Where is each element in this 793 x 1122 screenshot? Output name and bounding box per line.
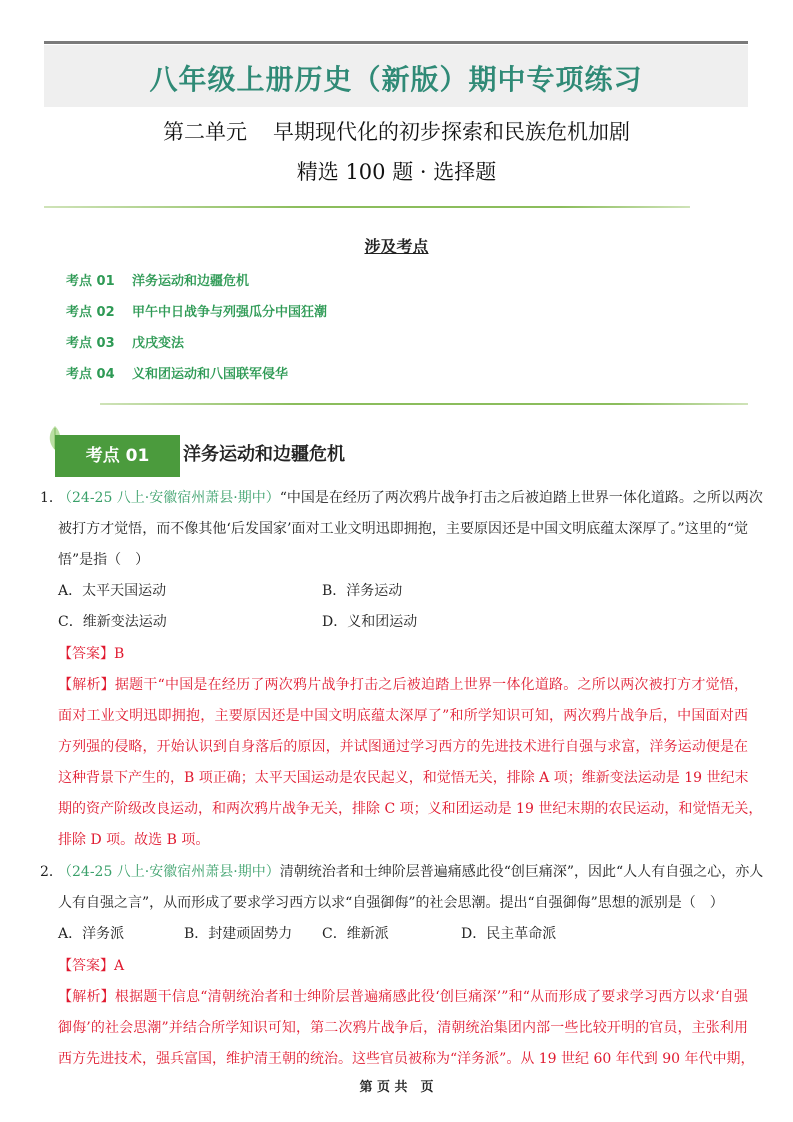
topic-label: 甲午中日战争与列强瓜分中国狂潮 — [132, 305, 328, 320]
analysis-text: 期的资产阶级改良运动，和两次鸦片战争无关，排除 C 项；义和团运动是 19 世纪末期的农民运动，和觉悟无关， — [58, 801, 763, 817]
subtitle: 精选 100 题 · 选择题 — [296, 160, 497, 184]
answer-option[interactable]: A．太平天国运动 — [58, 583, 167, 599]
topic-label: 戊戌变法 — [132, 336, 185, 351]
topic-item[interactable] — [66, 363, 288, 382]
answer-option[interactable]: C．维新派 — [322, 926, 389, 942]
answer: 【答案】A — [58, 958, 125, 974]
divider — [44, 206, 690, 208]
analysis-text: 【解析】根据题干信息“清朝统治者和士绅阶层普遍痛感此役‘创巨痛深’”和“从而形成了要求学习西方以求‘自强 — [58, 989, 748, 1005]
unit-label: 第二单元 — [163, 120, 247, 144]
section-title: 洋务运动和边疆危机 — [183, 444, 345, 465]
answer-option[interactable]: D．义和团运动 — [322, 614, 418, 630]
analysis-text: 西方先进技术，强兵富国，维护清王朝的统治。这些官员被称为“洋务派”。从 19 世纪 60 年代到 90 年代中期， — [58, 1051, 755, 1067]
question-number: 2． — [40, 864, 63, 880]
analysis-text: 御侮’的社会思潮”并结合所学知识可知，第二次鸦片战争后，清朝统治集团内部一些比较开明的官员，主张利用 — [58, 1020, 748, 1036]
question-source: （24-25 八上·安徽宿州萧县·期中） — [58, 490, 280, 506]
divider — [100, 403, 748, 405]
answer-option[interactable]: B．洋务运动 — [322, 583, 403, 599]
answer: 【答案】B — [58, 646, 125, 662]
topic-number: 考点 03 — [66, 336, 115, 351]
analysis-text: 这种背景下产生的，B 项正确；太平天国运动是农民起义，和觉悟无关，排除 A 项；维新变法运动是 19 世纪末 — [58, 770, 749, 786]
analysis-text: 【解析】据题干“中国是在经历了两次鸦片战争打击之后被迫踏上世界一体化道路。之所以两次被打方才觉悟， — [58, 677, 748, 693]
section-badge: 考点 01 — [55, 435, 180, 477]
topic-item[interactable] — [66, 301, 327, 320]
topic-number: 考点 04 — [66, 367, 115, 382]
answer-option[interactable]: D．民主革命派 — [461, 926, 557, 942]
topic-number: 考点 01 — [66, 274, 115, 289]
top-rule — [44, 41, 748, 44]
question-text: 悟”是指（ ） — [58, 552, 150, 568]
topics-heading: 涉及考点 — [364, 237, 429, 256]
question-text: 被打方才觉悟，而不像其他‘后发国家’面对工业文明迅即拥抱，主要原因还是中国文明底蕴太深厚了。”这里的“觉 — [58, 521, 748, 537]
topic-label: 洋务运动和边疆危机 — [132, 274, 250, 289]
question-text — [40, 862, 764, 882]
topic-number: 考点 02 — [66, 305, 115, 320]
page-title: 八年级上册历史（新版）期中专项练习 — [149, 63, 643, 96]
answer-option[interactable]: B．封建顽固势力 — [184, 926, 293, 942]
unit-title: 早期现代化的初步探索和民族危机加剧 — [273, 120, 630, 144]
unit-heading — [0, 116, 793, 146]
question-line: 清朝统治者和士绅阶层普遍痛感此役“创巨痛深”，因此“人人有自强之心，亦人 — [279, 864, 764, 880]
answer-option[interactable]: A．洋务派 — [58, 926, 125, 942]
analysis-text: 面对工业文明迅即拥抱，主要原因还是中国文明底蕴太深厚了”和所学知识可知，两次鸦片战争后，中国面对西 — [58, 708, 748, 724]
question-text — [40, 488, 763, 508]
analysis-text: 方列强的侵略，开始认识到自身落后的原因，并试图通过学习西方的先进技术进行自强与求富，洋务运动便是在 — [58, 739, 748, 755]
topic-label: 义和团运动和八国联军侵华 — [132, 367, 289, 382]
answer-option[interactable]: C．维新变法运动 — [58, 614, 167, 630]
question-source: （24-25 八上·安徽宿州萧县·期中） — [58, 864, 280, 880]
question-line: “中国是在经历了两次鸦片战争打击之后被迫踏上世界一体化道路。之所以两次 — [279, 490, 763, 506]
analysis-text: 排除 D 项。故选 B 项。 — [58, 832, 210, 848]
topic-item[interactable] — [66, 270, 249, 289]
topic-item[interactable] — [66, 332, 184, 351]
question-text: 人有自强之言”，从而形成了要求学习西方以求“自强御侮”的社会思潮。提出“自强御侮”思想的派别是（ ） — [58, 895, 724, 911]
question-number: 1． — [40, 490, 63, 506]
page-footer: 第 页 共 页 — [359, 1080, 434, 1095]
